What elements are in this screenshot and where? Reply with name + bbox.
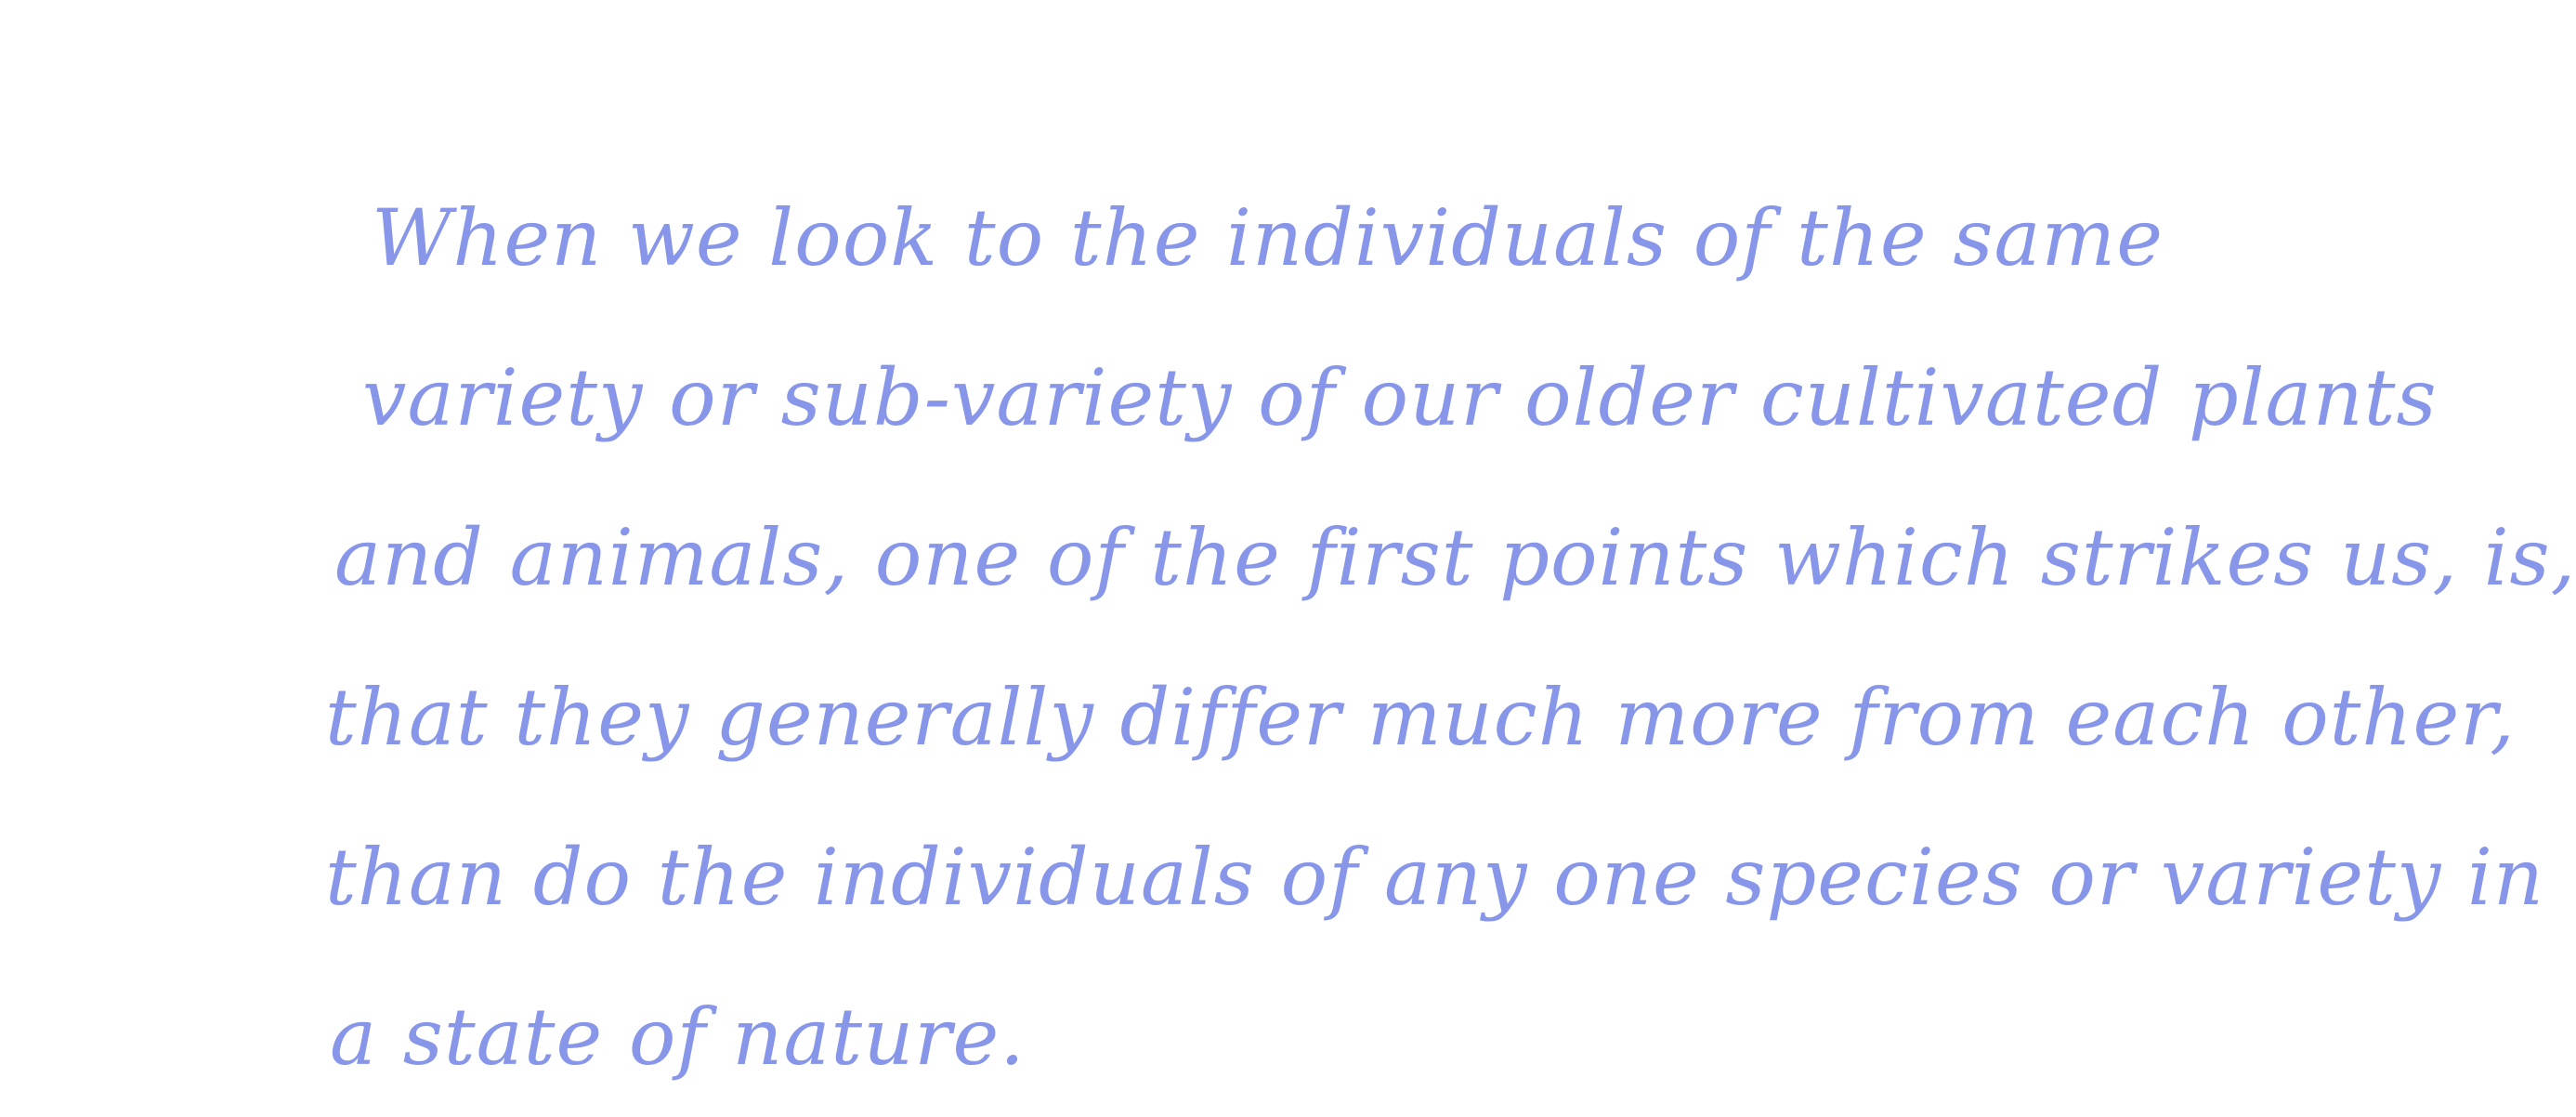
handwritten-line-1: When we look to the individuals of the same: [372, 192, 2164, 283]
handwritten-line-3: and animals, one of the first points which strikes us, is,: [334, 512, 2576, 603]
handwritten-text-block: [316, 158, 2576, 1117]
handwritten-line-5: than do the individuals of any one species or variety in: [325, 832, 2544, 923]
handwritten-line-4: that they generally differ much more from each other,: [325, 672, 2516, 763]
handwritten-line-6: a state of nature.: [330, 992, 1026, 1083]
handwritten-line-2: variety or sub-variety of our older cultivated plants: [362, 352, 2438, 443]
